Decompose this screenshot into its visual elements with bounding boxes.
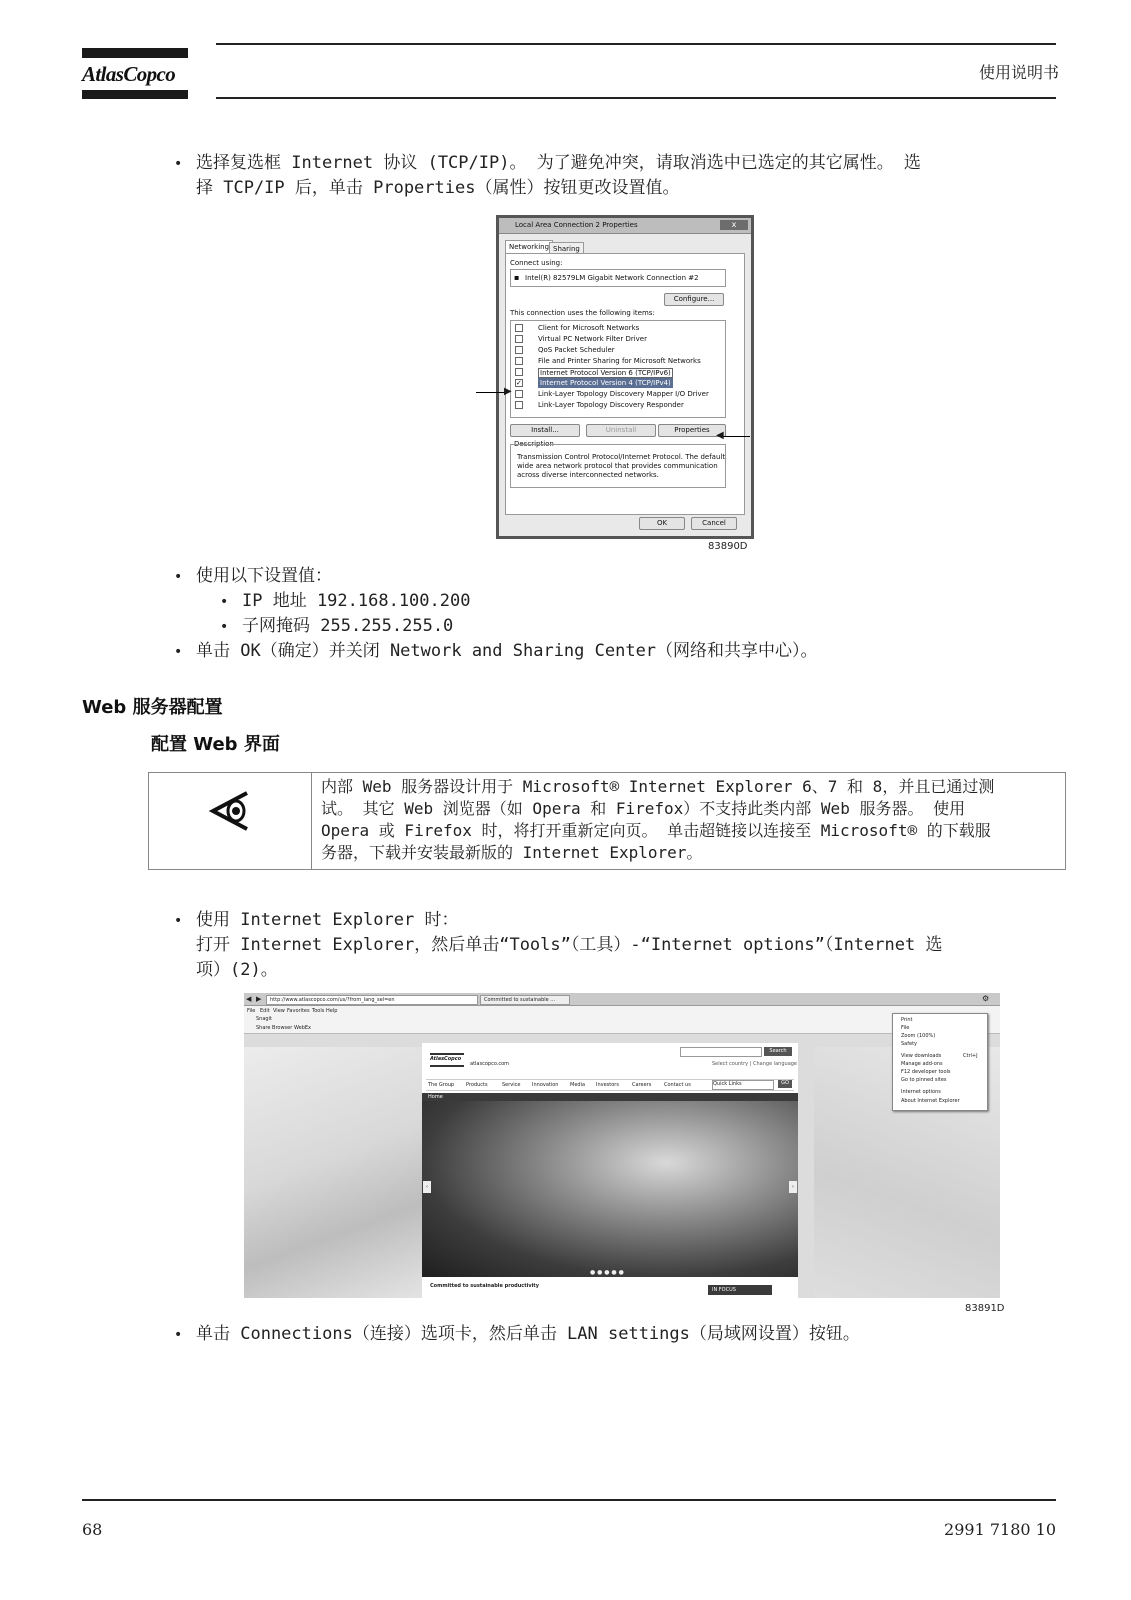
nav-item[interactable]: Media — [570, 1082, 586, 1088]
instruction-text: 单击 OK（确定）并关闭 Network and Sharing Center（网络和共享中心）。 — [196, 641, 818, 661]
bullet-marker: • — [174, 913, 183, 929]
document-number: 2991 7180 10 — [944, 1520, 1056, 1539]
nav-item[interactable]: Contact us — [664, 1082, 691, 1088]
eye-warning-icon — [207, 787, 255, 835]
tab-sharing[interactable]: Sharing — [549, 242, 584, 254]
properties-dialog-figure — [496, 215, 754, 539]
nav-item[interactable]: Service — [502, 1082, 521, 1088]
quick-links-select[interactable]: Quick Links — [712, 1080, 774, 1090]
bullet-marker: • — [174, 1327, 183, 1343]
shortcut-label: Ctrl+J — [963, 1053, 978, 1059]
item-checkbox[interactable] — [515, 368, 523, 376]
header-rule-top — [216, 43, 1056, 45]
adapter-field — [510, 269, 726, 287]
item-checkbox[interactable] — [515, 390, 523, 398]
ipv4-checkbox[interactable]: ✓ — [516, 379, 522, 387]
tools-menu-item[interactable]: Zoom (100%) — [901, 1033, 936, 1039]
menu-tools[interactable]: Tools — [312, 1008, 325, 1014]
site-logo: AtlasCopco — [430, 1053, 464, 1067]
instruction-text: 单击 Connections（连接）选项卡，然后单击 LAN settings（局域网设置）按钮。 — [196, 1324, 860, 1344]
home-tab[interactable]: Home — [428, 1094, 443, 1100]
networking-panel — [505, 253, 745, 515]
left-background-image — [244, 1047, 424, 1298]
favorites-bar — [244, 1015, 1000, 1034]
site-nav — [426, 1079, 794, 1091]
connect-using-label: Connect using: — [510, 259, 563, 267]
list-item: QoS Packet Scheduler — [538, 346, 615, 354]
subnet-setting: 子网掩码 255.255.255.0 — [242, 616, 454, 636]
tools-menu-item[interactable]: Manage add-ons — [901, 1061, 943, 1067]
menu-view[interactable]: View — [273, 1008, 285, 1014]
hero-caption: Committed to sustainable productivity — [430, 1283, 539, 1289]
arrowhead-right-icon: ▶ — [504, 386, 512, 397]
install-button[interactable]: Install... — [510, 424, 580, 437]
subsection-heading: 配置 Web 界面 — [151, 734, 280, 755]
items-list — [510, 320, 726, 418]
bullet-marker: • — [220, 594, 229, 610]
hero-image — [422, 1101, 798, 1277]
list-item-selected: Internet Protocol Version 4 (TCP/IPv4) — [540, 379, 671, 387]
network-adapter-icon: ▪ — [514, 273, 520, 282]
instruction-text: 选择复选框 Internet 协议 (TCP/IP)。 为了避免冲突，请取消选中已选定的其它属性。 选 — [196, 153, 921, 173]
browser-screenshot-figure — [244, 993, 1000, 1298]
list-item: Client for Microsoft Networks — [538, 324, 640, 332]
dialog-titlebar — [499, 218, 751, 234]
nav-item[interactable]: Innovation — [532, 1082, 559, 1088]
back-icon[interactable]: ◀ — [246, 995, 252, 1003]
bullet-marker: • — [220, 619, 229, 635]
note-line: Opera 或 Firefox 时，将打开重新定向页。 单击超链接以连接至 Microsoft® 的下载服 — [321, 821, 991, 840]
item-checkbox[interactable] — [515, 335, 523, 343]
header-rule-bottom — [216, 97, 1056, 99]
nav-item[interactable]: Products — [466, 1082, 488, 1088]
description-text: across diverse interconnected networks. — [517, 471, 659, 479]
favorite-snagit[interactable]: Snagit — [256, 1016, 272, 1022]
item-checkbox[interactable] — [515, 401, 523, 409]
callout-arrow-right — [722, 436, 750, 437]
tools-menu-item[interactable]: About Internet Explorer — [901, 1098, 960, 1104]
list-item: Link-Layer Topology Discovery Responder — [538, 401, 684, 409]
menu-bar — [244, 1006, 1000, 1015]
tools-menu-item[interactable]: File — [901, 1025, 910, 1031]
address-bar[interactable] — [266, 995, 478, 1005]
logo-bar-bottom — [82, 90, 188, 99]
note-divider — [311, 773, 312, 869]
dialog-title: Local Area Connection 2 Properties — [515, 221, 638, 229]
figure-number: 83891D — [965, 1303, 1005, 1314]
note-line: 试。 其它 Web 浏览器（如 Opera 和 Firefox）不支持此类内部 Web 服务器。 使用 — [321, 799, 966, 818]
tools-menu-item[interactable]: View downloads — [901, 1053, 942, 1059]
item-checkbox[interactable] — [515, 357, 523, 365]
note-box — [148, 772, 1066, 870]
description-text: wide area network protocol that provides communication — [517, 462, 718, 470]
forward-icon[interactable]: ▶ — [256, 995, 262, 1003]
list-item: File and Printer Sharing for Microsoft Networks — [538, 357, 701, 365]
note-text — [321, 776, 1061, 864]
country-links[interactable]: Select country | Change language — [712, 1061, 798, 1067]
site-name: atlascopco.com — [470, 1061, 510, 1067]
nav-item[interactable]: Careers — [632, 1082, 652, 1088]
document-type: 使用说明书 — [978, 63, 1059, 82]
go-button[interactable]: GO — [778, 1080, 792, 1088]
instruction-text: 使用以下设置值： — [196, 566, 332, 586]
configure-button[interactable]: Configure... — [664, 293, 724, 306]
ok-button[interactable]: OK — [639, 517, 685, 530]
arrowhead-left-icon: ◀ — [716, 430, 724, 441]
figure-number: 83890D — [708, 541, 748, 552]
menu-file[interactable]: File — [247, 1008, 256, 1014]
logo-bar-top — [82, 48, 188, 58]
tools-menu-item[interactable]: Go to pinned sites — [901, 1077, 947, 1083]
tools-menu-item[interactable]: F12 developer tools — [901, 1069, 951, 1075]
page-number: 68 — [82, 1520, 103, 1539]
tab-label: Committed to sustainable ... — [484, 997, 556, 1003]
tools-menu-item[interactable]: Print — [901, 1017, 913, 1023]
tools-gear-icon[interactable]: ⚙ — [982, 994, 990, 1003]
menu-edit[interactable]: Edit — [260, 1008, 270, 1014]
description-text: Transmission Control Protocol/Internet Protocol. The default — [517, 453, 726, 461]
bullet-marker: • — [174, 644, 183, 660]
tools-menu — [892, 1013, 988, 1111]
properties-button[interactable]: Properties — [658, 424, 726, 437]
item-checkbox[interactable] — [515, 324, 523, 332]
nav-item[interactable]: The Group — [428, 1082, 455, 1088]
page-content — [422, 1043, 798, 1298]
list-item: Link-Layer Topology Discovery Mapper I/O Driver — [538, 390, 709, 398]
browser-tab[interactable] — [480, 995, 570, 1005]
instruction-text: 择 TCP/IP 后，单击 Properties（属性）按钮更改设置值。 — [196, 178, 680, 198]
url-text: http://www.atlascopco.com/us/?from_lang_sel=en — [270, 997, 395, 1003]
bullet-marker: • — [174, 569, 183, 585]
site-search-input[interactable] — [680, 1047, 762, 1057]
item-checkbox[interactable] — [515, 346, 523, 354]
favorite-webex[interactable]: WebEx — [294, 1025, 312, 1031]
close-icon[interactable]: x — [720, 220, 748, 230]
note-line: 务器，下载并安装最新版的 Internet Explorer。 — [321, 843, 703, 862]
nav-item[interactable]: Investors — [596, 1082, 619, 1088]
section-heading: Web 服务器配置 — [82, 697, 223, 718]
brand-logo: AtlasCopco — [82, 62, 176, 86]
adapter-name: Intel(R) 82579LM Gigabit Network Connection #2 — [525, 274, 699, 282]
instruction-text: 项）(2)。 — [196, 960, 278, 980]
footer-rule — [82, 1499, 1056, 1501]
bullet-marker: • — [174, 156, 183, 172]
tools-menu-item-internet-options[interactable]: Internet options — [901, 1089, 941, 1095]
site-search-button[interactable]: Search — [764, 1047, 792, 1056]
tab-networking[interactable]: Networking — [505, 240, 553, 254]
menu-favorites[interactable]: Favorites — [287, 1008, 310, 1014]
instruction-text: 使用 Internet Explorer 时： — [196, 910, 459, 930]
list-item: Virtual PC Network Filter Driver — [538, 335, 647, 343]
tools-menu-item[interactable]: Safety — [901, 1041, 917, 1047]
carousel-prev-icon[interactable]: ‹ — [423, 1181, 431, 1193]
description-box — [510, 444, 726, 488]
menu-help[interactable]: Help — [326, 1008, 338, 1014]
description-label: Description — [514, 440, 554, 448]
uninstall-button[interactable]: Uninstall — [586, 424, 656, 437]
in-focus-tab[interactable]: IN FOCUS — [708, 1285, 772, 1295]
cancel-button[interactable]: Cancel — [691, 517, 737, 530]
breadcrumb-bar — [422, 1093, 798, 1101]
favorite-share-browser[interactable]: Share Browser — [256, 1025, 293, 1031]
ip-setting: IP 地址 192.168.100.200 — [242, 591, 471, 611]
note-line: 内部 Web 服务器设计用于 Microsoft® Internet Explorer 6、7 和 8，并且已通过测 — [321, 777, 995, 796]
carousel-dots[interactable]: ● ● ● ● ● — [590, 1269, 624, 1276]
carousel-next-icon[interactable]: › — [789, 1181, 797, 1193]
instruction-text: 打开 Internet Explorer，然后单击“Tools”（工具）-“Internet options”（Internet 选 — [196, 935, 943, 955]
callout-arrow-left — [476, 392, 506, 393]
list-item: Internet Protocol Version 6 (TCP/IPv6) — [540, 369, 671, 377]
items-label: This connection uses the following items: — [510, 309, 655, 317]
